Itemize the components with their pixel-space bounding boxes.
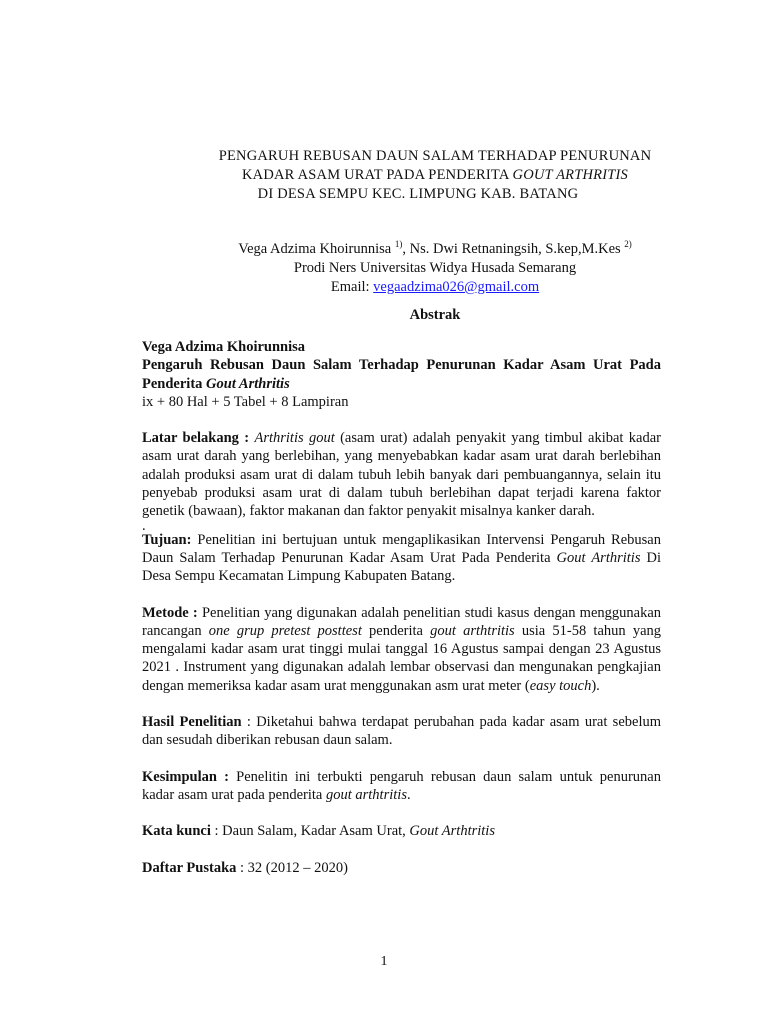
metode-label: Metode : bbox=[142, 604, 198, 621]
abstract-thesis-title bbox=[142, 356, 661, 393]
author-2: , Ns. Dwi Retnaningsih, S.kep,M.Kes bbox=[402, 241, 625, 257]
thesis-title-italic: Gout Arthritis bbox=[206, 375, 290, 392]
section-kata-kunci bbox=[142, 822, 661, 840]
author-line bbox=[150, 235, 720, 259]
section-daftar-pustaka bbox=[142, 859, 661, 877]
metode-text-4: ). bbox=[591, 677, 600, 694]
metode-italic-2: gout arthtritis bbox=[430, 622, 515, 639]
metode-italic-3: easy touch bbox=[529, 677, 592, 694]
paper-title bbox=[150, 147, 720, 204]
abstract-body bbox=[142, 338, 661, 877]
tujuan-label: Tujuan: bbox=[142, 531, 192, 548]
tujuan-italic: Gout Arthritis bbox=[556, 549, 641, 566]
abstract-author-name: Vega Adzima Khoirunnisa bbox=[142, 339, 306, 355]
kesimpulan-label: Kesimpulan : bbox=[142, 768, 229, 785]
title-line-2-italic: GOUT ARTHRITIS bbox=[512, 167, 628, 183]
section-latar-belakang bbox=[142, 429, 661, 520]
tujuan-text: Penelitian ini bertujuan untuk mengaplikasikan Intervensi Pengaruh Rebusan Daun Salam Terhadap Penurunan Kadar Asam Urat Pada Penderita bbox=[142, 531, 661, 566]
section-tujuan bbox=[142, 531, 661, 586]
title-line-1: PENGARUH REBUSAN DAUN SALAM TERHADAP PENURUNAN bbox=[218, 148, 652, 164]
metode-text-3: usia 51-58 tahun yang mengalami kadar asam urat tinggi mulai tanggal 16 Agustus sampai dengan 23 Agustus 2021 . Instrument yang digunakan adalah lembar observasi dan mengunakan pengkajian dengan memeriksa kadar asam urat menggunakan asm urat meter ( bbox=[142, 622, 661, 694]
author-2-marker: 2) bbox=[624, 239, 632, 249]
kesimpulan-text: Penelitin ini terbukti pengaruh rebusan daun salam untuk penurunan kadar asam urat pada penderita bbox=[142, 768, 661, 803]
section-metode bbox=[142, 604, 661, 695]
title-line-3: DI DESA SEMPU KEC. LIMPUNG KAB. BATANG bbox=[257, 186, 579, 202]
thesis-title-text: Pengaruh Rebusan Daun Salam Terhadap Penurunan Kadar Asam Urat Pada Penderita bbox=[142, 357, 661, 392]
latar-text: (asam urat) adalah penyakit yang timbul akibat kadar asam urat darah yang berlebihan, yang menyebabkan kadar asam urat darah berlebihan adalah produksi asam urat di dalam tubuh lebih banyak dari pembuangannya, selain itu penyebab produksi asam urat di dalam tubuh berlebihan dapat terjadi karena faktor genetik (bawaan), faktor makanan dan faktor penyakit misalnya kanker darah. bbox=[142, 430, 661, 520]
abstract-page-count: ix + 80 Hal + 5 Tabel + 8 Lampiran bbox=[142, 393, 349, 410]
abstract-heading: Abstrak bbox=[409, 307, 461, 323]
title-line-2-text: KADAR ASAM URAT PADA PENDERITA bbox=[242, 167, 513, 183]
kesimpulan-italic: gout arthtritis bbox=[325, 786, 407, 803]
latar-label: Latar belakang : bbox=[142, 430, 255, 447]
author-block bbox=[150, 235, 720, 297]
email-link[interactable]: vegaadzima026@gmail.com bbox=[373, 279, 540, 295]
section-hasil bbox=[142, 713, 661, 750]
author-1-marker: 1) bbox=[394, 239, 403, 249]
section-kesimpulan bbox=[142, 768, 661, 805]
tujuan-text-2: Di Desa Sempu Kecamatan Limpung Kabupaten Batang. bbox=[142, 549, 661, 585]
metode-text-1: Penelitian yang digunakan adalah penelitian studi kasus dengan menggunakan rancangan bbox=[142, 604, 661, 639]
title-line-2 bbox=[150, 166, 720, 185]
kesimpulan-text-2: . bbox=[406, 786, 411, 803]
page-number: 1 bbox=[380, 954, 388, 969]
affiliation: Prodi Ners Universitas Widya Husada Semarang bbox=[293, 260, 577, 276]
kata-kunci-label: Kata kunci bbox=[142, 823, 211, 840]
kata-kunci-text: : Daun Salam, Kadar Asam Urat, bbox=[210, 823, 410, 840]
hasil-text: : Diketahui bahwa terdapat perubahan pada kadar asam urat sebelum dan sesudah diberikan rebusan daun salam. bbox=[142, 714, 662, 749]
daftar-text: : 32 (2012 – 2020) bbox=[236, 859, 348, 876]
author-1: Vega Adzima Khoirunnisa bbox=[238, 241, 395, 257]
metode-italic-1: one grup pretest posttest bbox=[208, 622, 362, 639]
metode-text-2: penderita bbox=[361, 622, 431, 639]
kata-kunci-italic: Gout Arthtritis bbox=[409, 823, 495, 840]
daftar-label: Daftar Pustaka bbox=[142, 859, 237, 876]
email-label: Email: bbox=[330, 279, 374, 295]
hasil-label: Hasil Penelitian bbox=[142, 714, 242, 731]
latar-italic: Arthritis gout bbox=[254, 430, 335, 447]
email-line bbox=[150, 278, 720, 297]
stray-period: . bbox=[142, 517, 146, 534]
